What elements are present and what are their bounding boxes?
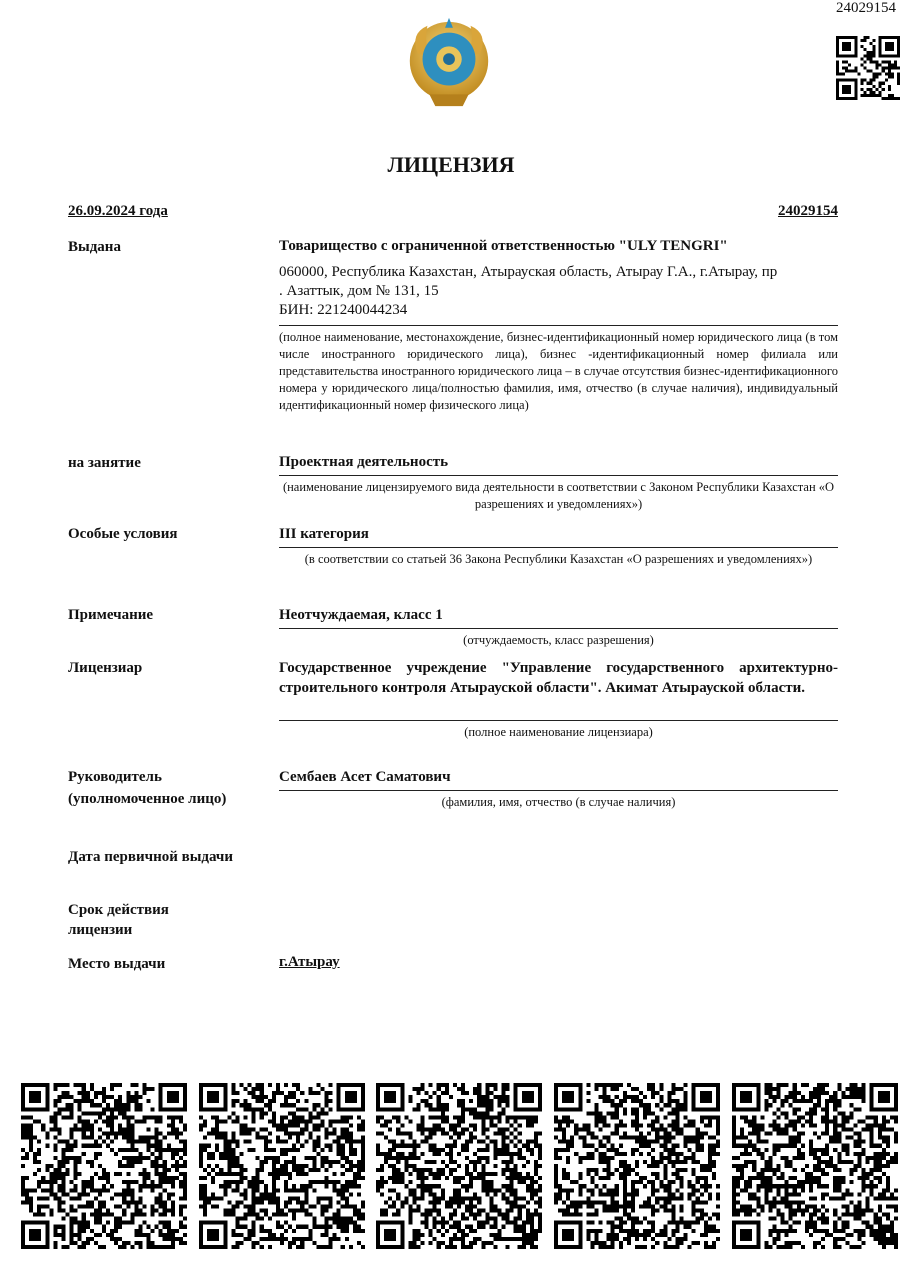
state-emblem-icon xyxy=(400,14,498,112)
issued-to-label: Выдана xyxy=(68,239,121,255)
qr-code-icon xyxy=(732,1083,898,1249)
document-title: ЛИЦЕНЗИЯ xyxy=(387,152,515,177)
qr-code-icon xyxy=(199,1083,365,1249)
head-rule xyxy=(279,790,838,791)
licensor-rule xyxy=(279,720,838,721)
activity-hint: (наименование лицензируемого вида деятельности в соответствии с Законом Республики Казахстан «О разрешениях и уведомлениях») xyxy=(282,480,835,511)
top-document-number: 24029154 xyxy=(836,0,896,16)
place-label: Место выдачи xyxy=(68,956,166,972)
head-hint: (фамилия, имя, отчество (в случае наличия) xyxy=(441,795,676,809)
issued-to-name: Товарищество с ограниченной ответственностью "ULY TENGRI" xyxy=(279,238,728,254)
first-issue-label: Дата первичной выдачи xyxy=(68,849,234,865)
issued-to-address-line1: 060000, Республика Казахстан, Атырауская область, Атырау Г.А., г.Атырау, пр xyxy=(279,264,778,280)
qr-code-icon xyxy=(376,1083,542,1249)
issued-to-bin: БИН: 221240044234 xyxy=(279,302,408,318)
issued-to-hint: (полное наименование, местонахождение, бизнес-идентификационный номер юридического лица (в том числе иностранного юридического лица), бизнес -идентификационный номер филиала или представительства иностранного юридического лица – в случае отсутствия бизнес-идентификационного номера у юридического лица/полностью фамилия, имя, отчество (в случае наличия), индивидуальный идентификационный номер физического лица) xyxy=(279,330,838,412)
activity-value: Проектная деятельность xyxy=(279,454,449,470)
licensor-hint: (полное наименование лицензиара) xyxy=(464,725,653,739)
note-rule xyxy=(279,628,838,629)
note-value: Неотчуждаемая, класс 1 xyxy=(279,607,443,623)
special-conditions-rule xyxy=(279,547,838,548)
issue-date: 26.09.2024 года xyxy=(68,203,168,219)
activity-label: на занятие xyxy=(68,455,141,471)
issued-to-rule xyxy=(279,325,838,326)
note-label: Примечание xyxy=(68,607,154,623)
special-conditions-hint: (в соответствии со статьей 36 Закона Республики Казахстан «О разрешениях и уведомлениях») xyxy=(304,552,813,566)
note-hint: (отчуждаемость, класс разрешения) xyxy=(463,633,654,647)
issued-to-address-line2: . Азаттык, дом № 131, 15 xyxy=(279,283,439,299)
head-label-line1: Руководитель xyxy=(68,769,162,785)
place-value: г.Атырау xyxy=(279,954,340,970)
activity-rule xyxy=(279,475,838,476)
special-conditions-value: III категория xyxy=(279,526,369,542)
validity-label-line1: Срок действия xyxy=(68,902,169,918)
special-conditions-label: Особые условия xyxy=(68,526,178,542)
head-value: Сембаев Асет Саматович xyxy=(279,769,451,785)
qr-code-icon xyxy=(554,1083,720,1249)
qr-code-icon xyxy=(21,1083,187,1249)
qr-code-icon xyxy=(836,36,900,100)
validity-label-line2: лицензии xyxy=(68,922,133,938)
licensor-label: Лицензиар xyxy=(68,660,143,676)
license-number: 24029154 xyxy=(778,203,838,219)
head-label-line2: (уполномоченное лицо) xyxy=(68,791,227,807)
licensor-value: Государственное учреждение "Управление государственного архитектурно-строительного контроля Атырауской области". Акимат Атырауской области. xyxy=(279,660,838,696)
